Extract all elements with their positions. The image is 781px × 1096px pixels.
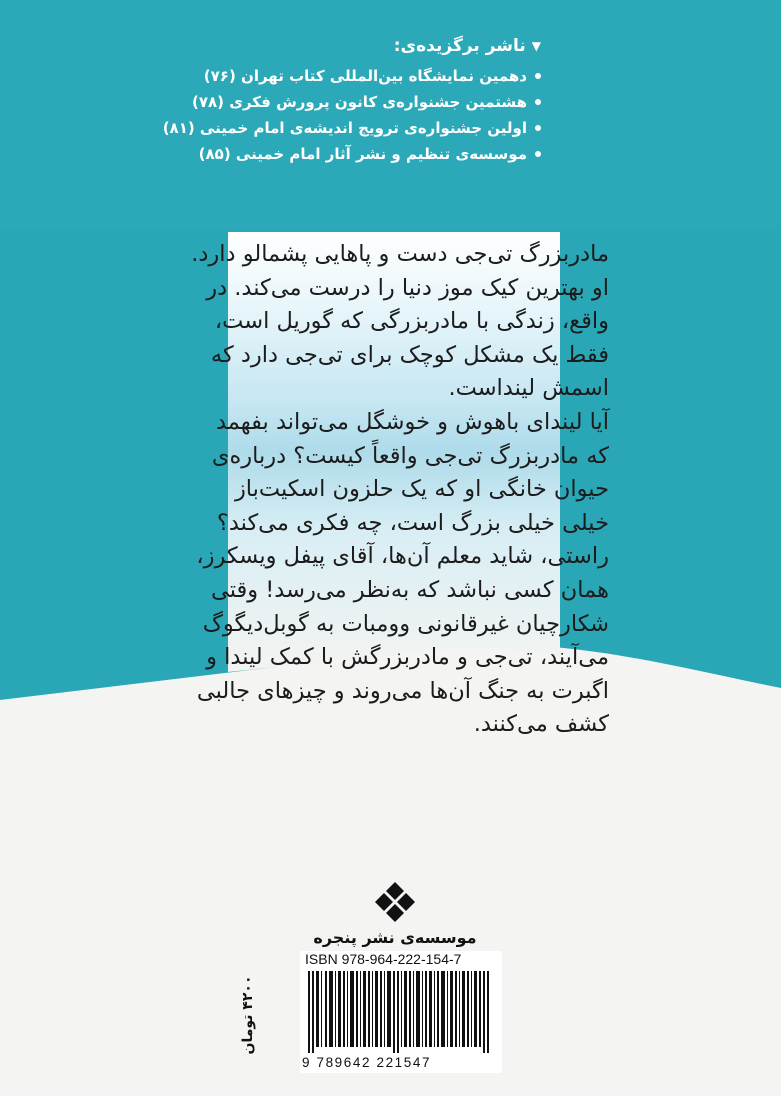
- awards-title: [141, 36, 541, 56]
- award-item: [141, 92, 541, 112]
- blurb-paragraph: آیا لیندای باهوش و خوشگل می‌تواند بفهمد که مادربزرگ تی‌جی واقعاً کیست؟ درباره‌ی حیوان خانگی او که یک حلزون اسکیت‌باز خیلی خیلی بزرگ است، چه فکری می‌کند؟: [211, 408, 609, 536]
- bullet-icon: [535, 73, 541, 79]
- publisher-block: [305, 880, 485, 947]
- award-item-label: موسسه‌ی تنظیم و نشر آثار امام خمینی (۸۵): [198, 145, 527, 163]
- blurb-paragraph: مادربزرگ تی‌جی دست و پاهایی پشمالو دارد. او بهترین کیک موز دنیا را درست می‌کند. در واقع، زندگی با مادربزرگی که گوریل است، فقط یک مشکل کوچک برای تی‌جی دارد که اسمش لینداست.: [191, 241, 609, 402]
- awards-title-text: ناشر برگزیده‌ی:: [393, 36, 526, 56]
- award-item: [141, 118, 541, 138]
- bullet-icon: [535, 125, 541, 131]
- award-item: [141, 66, 541, 86]
- awards-section: [141, 36, 541, 170]
- book-blurb: [189, 238, 609, 742]
- barcode-digits: 9 789642 221547: [302, 1055, 432, 1070]
- price-text: ۴۲۰۰ تومان: [240, 975, 256, 1055]
- isbn-label: ISBN 978-964-222-154-7: [305, 951, 462, 967]
- award-item-label: دهمین نمایشگاه بین‌المللی کتاب تهران (۷۶): [203, 67, 527, 85]
- award-item-label: هشتمین جشنواره‌ی کانون پرورش فکری (۷۸): [191, 93, 527, 111]
- award-item-label: اولین جشنواره‌ی ترویج اندیشه‌ی امام خمینی (۸۱): [162, 119, 527, 137]
- award-item: [141, 144, 541, 164]
- blurb-paragraph: راستی، شاید معلم آن‌ها، آقای پیفل ویسکرز، همان کسی نباشد که به‌نظر می‌رسد! وقتی شکارچیان غیرقانونی وومبات به گوبل‌دیگوگ می‌آیند، تی‌جی و مادربزرگش با کمک لیندا و اگبرت به جنگ آن‌ها می‌روند و چیزهای جالبی کشف می‌کنند.: [196, 543, 609, 738]
- barcode-icon: [306, 971, 496, 1053]
- publisher-name: موسسه‌ی نشر پنجره: [313, 928, 477, 947]
- triangle-bullet-icon: ▼: [531, 39, 541, 53]
- isbn-barcode-box: [300, 951, 502, 1073]
- bullet-icon: [535, 151, 541, 157]
- bullet-icon: [535, 99, 541, 105]
- four-diamond-logo-icon: [305, 880, 485, 924]
- price-label: [228, 960, 268, 1070]
